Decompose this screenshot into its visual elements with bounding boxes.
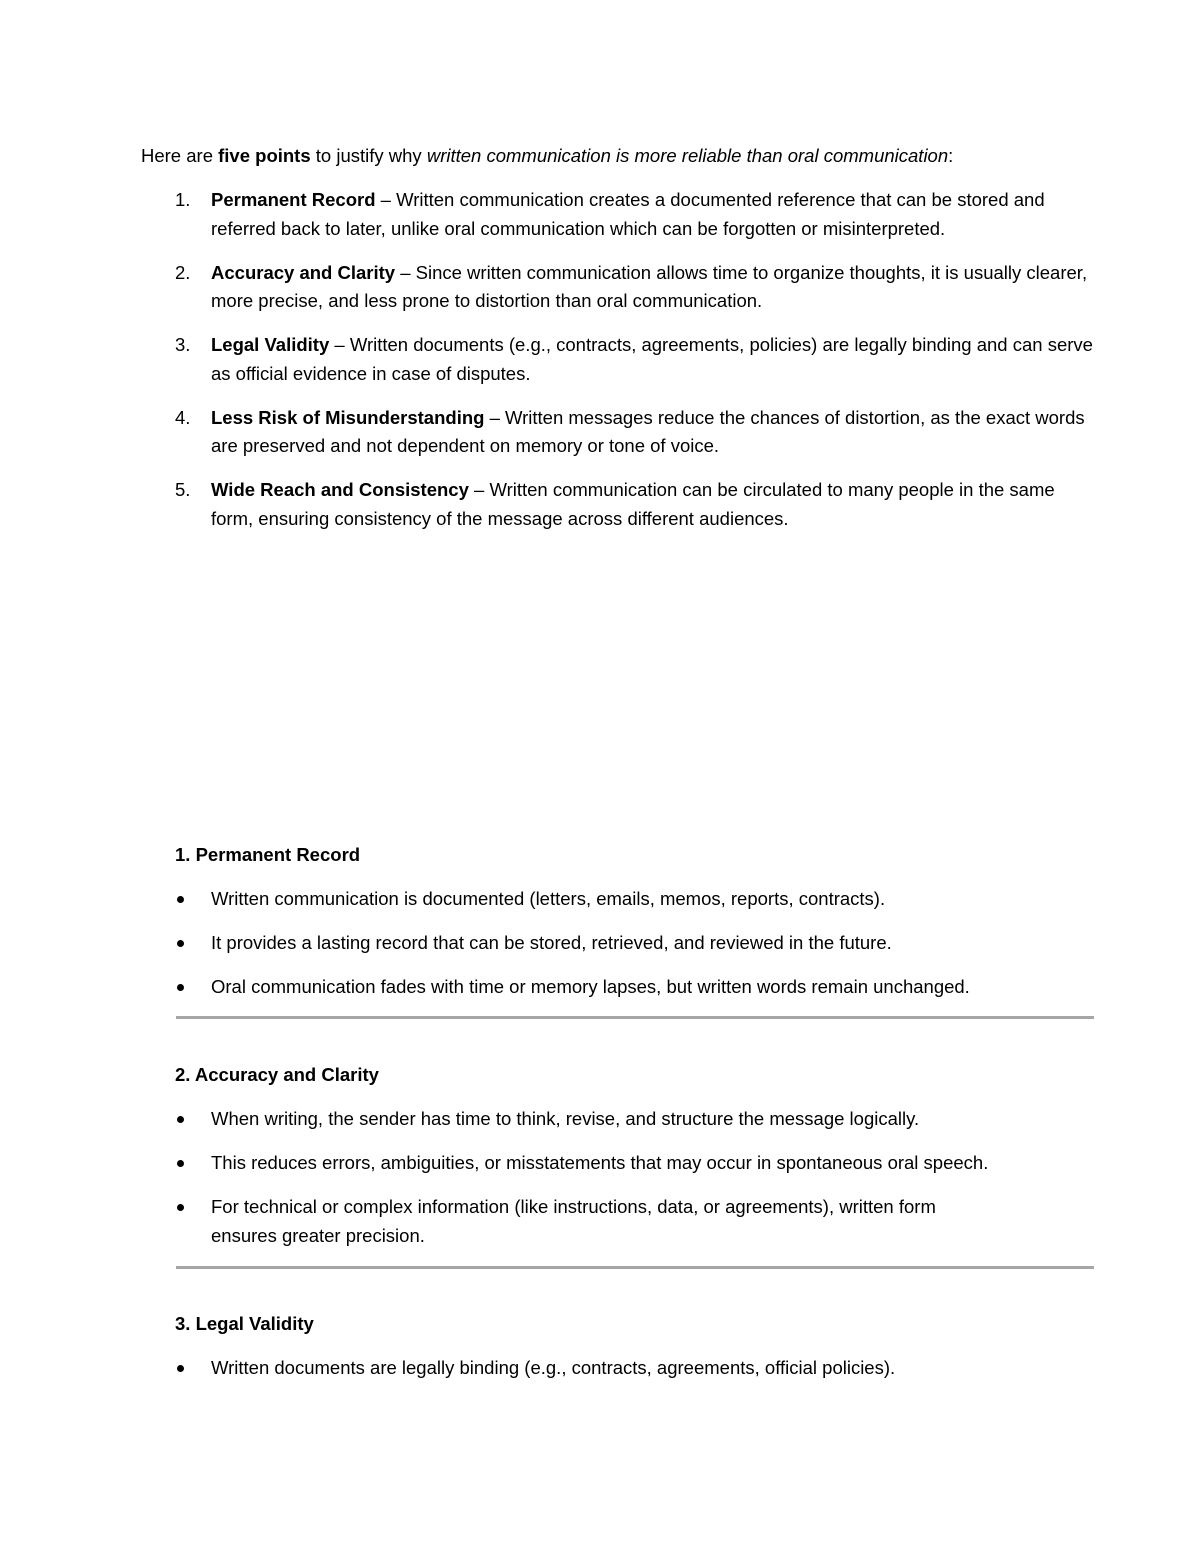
point-term: Legal Validity [211, 334, 330, 355]
bullet-text: This reduces errors, ambiguities, or misstatements that may occur in spontaneous oral speech. [211, 1152, 989, 1173]
section-bullet-list [175, 1105, 1095, 1250]
bullet-text: Written communication is documented (letters, emails, memos, reports, contracts). [211, 888, 886, 909]
bullet-icon [177, 940, 184, 947]
bullet-item [175, 929, 1095, 958]
point-number: 1. [175, 189, 191, 210]
intro-paragraph [141, 142, 1101, 170]
bullet-icon [177, 1365, 184, 1372]
points-list [141, 186, 1101, 549]
bullet-text: When writing, the sender has time to think, revise, and structure the message logically. [211, 1108, 920, 1129]
point-item [141, 404, 1101, 461]
section-heading: 2. Accuracy and Clarity [175, 1064, 379, 1085]
section-accuracy-clarity [175, 1061, 1095, 1266]
point-description: – Written communication can be circulated to many people in the same form, ensuring consistency of the message across different audiences. [211, 479, 1055, 529]
bullet-text: For technical or complex information (like instructions, data, or agreements), written form ensures greater precision. [211, 1196, 936, 1246]
section-divider [176, 1016, 1094, 1019]
section-permanent-record [175, 841, 1095, 1017]
section-divider [176, 1266, 1094, 1269]
point-description: – Since written communication allows time to organize thoughts, it is usually clearer, more precise, and less prone to distortion than oral communication. [211, 261, 1088, 311]
point-item [141, 331, 1101, 388]
bullet-item [175, 1105, 1095, 1134]
point-term: Accuracy and Clarity [211, 261, 396, 283]
bullet-text: It provides a lasting record that can be stored, retrieved, and reviewed in the future. [211, 932, 892, 953]
point-description: – Written messages reduce the chances of distortion, as the exact words are preserved and not dependent on memory or tone of voice. [211, 406, 1085, 456]
section-legal-validity [175, 1310, 1095, 1398]
bullet-icon [177, 1160, 184, 1167]
section-heading: 3. Legal Validity [175, 1313, 314, 1334]
point-number: 5. [175, 479, 191, 500]
intro-bold: five points [218, 145, 311, 166]
point-description: – Written documents (e.g., contracts, agreements, policies) are legally binding and can serve as official evidence in case of disputes. [211, 334, 1093, 384]
bullet-icon [177, 1116, 184, 1123]
point-number: 3. [175, 334, 191, 355]
intro-suffix: : [948, 145, 954, 166]
bullet-icon [177, 984, 184, 991]
bullet-icon [177, 896, 184, 903]
point-term: Wide Reach and Consistency [211, 479, 469, 500]
bullet-icon [177, 1204, 184, 1211]
point-number: 2. [175, 261, 191, 283]
bullet-item [175, 1193, 1095, 1250]
point-item [141, 476, 1101, 533]
bullet-item [175, 1354, 1095, 1383]
point-term: Permanent Record [211, 189, 376, 210]
bullet-item [175, 973, 1095, 1002]
point-item [141, 259, 1101, 316]
bullet-text: Oral communication fades with time or memory lapses, but written words remain unchanged. [211, 976, 970, 997]
point-number: 4. [175, 406, 191, 428]
point-item [141, 186, 1101, 243]
point-description: – Written communication creates a documented reference that can be stored and referred back to later, unlike oral communication which can be forgotten or misinterpreted. [211, 189, 1045, 239]
section-bullet-list [175, 885, 1095, 1002]
bullet-text: Written documents are legally binding (e.g., contracts, agreements, official policies). [211, 1357, 896, 1378]
point-term: Less Risk of Misunderstanding [211, 406, 485, 428]
intro-middle: to justify why [310, 145, 427, 166]
section-heading: 1. Permanent Record [175, 844, 361, 865]
bullet-item [175, 885, 1095, 914]
intro-prefix: Here are [141, 145, 219, 166]
intro-italic: written communication is more reliable than oral communication [426, 145, 949, 166]
bullet-item [175, 1149, 1095, 1178]
section-bullet-list [175, 1354, 1095, 1383]
